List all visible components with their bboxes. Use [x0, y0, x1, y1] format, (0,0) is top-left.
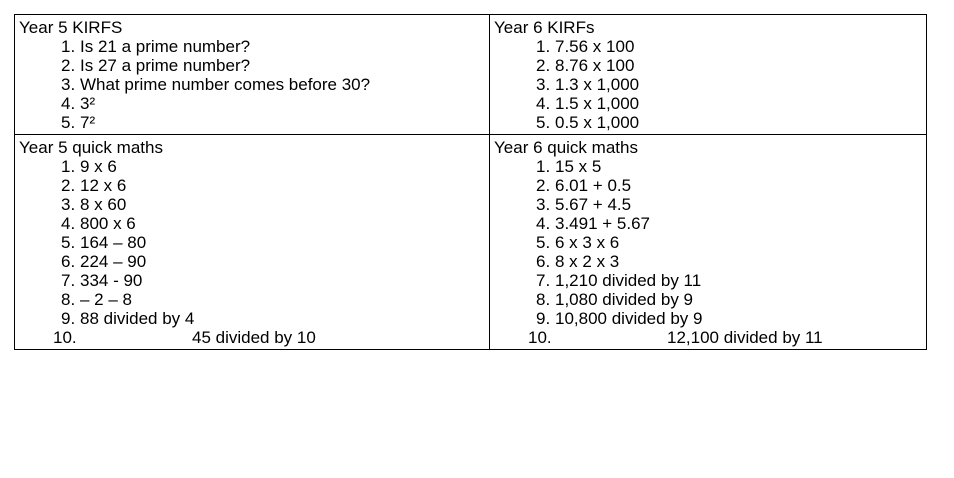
item-text: 6.01 + 0.5 [555, 176, 632, 195]
item-number: 8. [536, 290, 551, 309]
list-item [494, 157, 926, 176]
item-text: 1.3 x 1,000 [555, 75, 640, 94]
question-list [19, 37, 489, 132]
item-number: 10. [53, 328, 77, 347]
list-item [19, 233, 489, 252]
item-number: 8. [61, 290, 76, 309]
item-number: 5. [536, 113, 551, 132]
item-text: 10,800 divided by 9 [555, 309, 703, 328]
item-text: What prime number comes before 30? [80, 75, 371, 94]
item-text: 1,210 divided by 11 [555, 271, 702, 290]
list-item [494, 176, 926, 195]
list-item [19, 328, 489, 347]
item-text: 5.67 + 4.5 [555, 195, 632, 214]
item-text: 0.5 x 1,000 [555, 113, 640, 132]
year5-kirfs-cell [15, 15, 490, 135]
list-item [494, 233, 926, 252]
list-item [19, 157, 489, 176]
item-number: 5. [536, 233, 551, 252]
item-number: 6. [61, 252, 76, 271]
list-item [494, 328, 926, 347]
list-item [19, 214, 489, 233]
list-item [19, 252, 489, 271]
list-item [19, 37, 489, 56]
item-text: 15 x 5 [555, 157, 602, 176]
item-text: 7² [80, 113, 96, 132]
item-number: 3. [536, 195, 551, 214]
item-number: 9. [536, 309, 551, 328]
list-item [19, 75, 489, 94]
item-number: 5. [61, 233, 76, 252]
list-item [19, 195, 489, 214]
list-item [494, 94, 926, 113]
section-title: Year 5 KIRFS [19, 18, 123, 37]
item-text: 45 divided by 10 [192, 328, 316, 347]
list-item [494, 75, 926, 94]
list-item [494, 195, 926, 214]
item-number: 2. [536, 176, 551, 195]
item-text: 3.491 + 5.67 [555, 214, 651, 233]
list-item [494, 214, 926, 233]
year5-quick-maths-cell [15, 135, 490, 350]
item-number: 2. [61, 176, 76, 195]
table-row [15, 135, 927, 350]
item-number: 3. [61, 75, 76, 94]
item-number: 6. [536, 252, 551, 271]
list-item [494, 252, 926, 271]
item-text: 6 x 3 x 6 [555, 233, 620, 252]
list-item [19, 113, 489, 132]
item-text: 88 divided by 4 [80, 309, 195, 328]
item-text: 800 x 6 [80, 214, 136, 233]
list-item [19, 56, 489, 75]
list-item [494, 56, 926, 75]
list-item [19, 290, 489, 309]
item-number: 1. [536, 37, 551, 56]
item-number: 4. [536, 214, 551, 233]
item-text: 7.56 x 100 [555, 37, 635, 56]
item-number: 1. [536, 157, 551, 176]
list-item [494, 309, 926, 328]
item-text: – 2 – 8 [80, 290, 132, 309]
year6-quick-maths-cell [490, 135, 927, 350]
item-number: 1. [61, 37, 76, 56]
section-title: Year 5 quick maths [19, 138, 163, 157]
kirfs-table [14, 14, 927, 350]
item-text: 164 – 80 [80, 233, 147, 252]
item-text: 1.5 x 1,000 [555, 94, 640, 113]
item-number: 4. [61, 214, 76, 233]
item-number: 7. [536, 271, 551, 290]
item-text: Is 27 a prime number? [80, 56, 251, 75]
item-text: 12,100 divided by 11 [667, 328, 823, 347]
item-text: 12 x 6 [80, 176, 127, 195]
item-number: 1. [61, 157, 76, 176]
item-number: 4. [61, 94, 76, 113]
item-text: 8.76 x 100 [555, 56, 635, 75]
list-item [19, 271, 489, 290]
item-text: 224 – 90 [80, 252, 147, 271]
item-text: 334 - 90 [80, 271, 143, 290]
item-number: 3. [536, 75, 551, 94]
list-item [19, 309, 489, 328]
question-list [494, 157, 926, 347]
item-text: 8 x 2 x 3 [555, 252, 620, 271]
item-text: Is 21 a prime number? [80, 37, 251, 56]
item-number: 3. [61, 195, 76, 214]
item-text: 8 x 60 [80, 195, 127, 214]
item-number: 7. [61, 271, 76, 290]
year6-kirfs-cell [490, 15, 927, 135]
item-number: 9. [61, 309, 76, 328]
section-title: Year 6 quick maths [494, 138, 638, 157]
list-item [494, 113, 926, 132]
item-number: 4. [536, 94, 551, 113]
item-number: 10. [528, 328, 552, 347]
item-text: 9 x 6 [80, 157, 117, 176]
list-item [19, 176, 489, 195]
section-title: Year 6 KIRFs [494, 18, 595, 37]
item-text: 1,080 divided by 9 [555, 290, 693, 309]
item-number: 2. [61, 56, 76, 75]
list-item [494, 290, 926, 309]
question-list [494, 37, 926, 132]
item-number: 2. [536, 56, 551, 75]
list-item [19, 94, 489, 113]
list-item [494, 271, 926, 290]
item-text: 3² [80, 94, 96, 113]
item-number: 5. [61, 113, 76, 132]
list-item [494, 37, 926, 56]
question-list [19, 157, 489, 347]
table-row [15, 15, 927, 135]
